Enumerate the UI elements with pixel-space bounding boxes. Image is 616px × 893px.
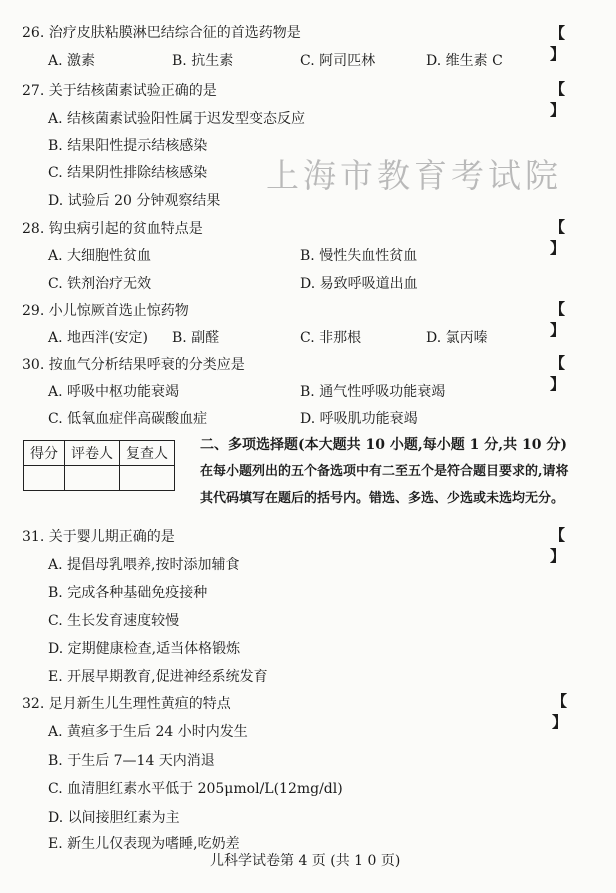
option-27-b: B. 结果阳性提示结核感染 [48, 138, 208, 154]
option-27-a: A. 结核菌素试验阳性属于迟发型变态反应 [48, 111, 306, 127]
option-32-c: C. 血清胆红素水平低于 205μmol/L(12mg/dl) [48, 781, 343, 797]
question-30-stem: 30. 按血气分析结果呼衰的分类应是 [22, 357, 245, 373]
score-cell-score[interactable] [24, 466, 65, 491]
option-29-c: C. 非那根 [300, 330, 362, 346]
option-31-b: B. 完成各种基础免疫接种 [48, 585, 208, 601]
score-header-grader: 评卷人 [65, 441, 120, 466]
watermark: 上海市教育考试院 [266, 156, 562, 195]
option-28-b: B. 慢性失血性贫血 [300, 248, 418, 264]
option-26-d: D. 维生素 C [426, 53, 503, 69]
option-32-e: E. 新生儿仅表现为嗜睡,吃奶差 [48, 836, 240, 852]
question-28-stem: 28. 钩虫病引起的贫血特点是 [22, 221, 203, 237]
option-30-d: D. 呼吸肌功能衰竭 [300, 411, 418, 427]
answer-bracket-26[interactable]: 【 】 [550, 24, 580, 63]
question-31-stem: 31. 关于婴儿期正确的是 [22, 529, 175, 545]
option-31-a: A. 提倡母乳喂养,按时添加辅食 [48, 557, 240, 573]
answer-bracket-31[interactable]: 【 】 [550, 526, 580, 565]
answer-bracket-32[interactable]: 【 】 [552, 692, 582, 731]
score-cell-reviewer[interactable] [120, 466, 175, 491]
option-29-d: D. 氯丙嗪 [426, 330, 488, 346]
question-27-stem: 27. 关于结核菌素试验正确的是 [22, 83, 217, 99]
option-32-d: D. 以间接胆红素为主 [48, 810, 180, 826]
answer-bracket-29[interactable]: 【 】 [550, 300, 580, 339]
section-2-instruction-2: 其代码填写在题后的括号内。错选、多选、少选或未选均无分。 [200, 491, 565, 506]
score-header-score: 得分 [24, 441, 65, 466]
option-29-a: A. 地西泮(安定) [48, 330, 148, 346]
option-32-a: A. 黄疸多于生后 24 小时内发生 [48, 724, 248, 740]
option-28-c: C. 铁剂治疗无效 [48, 276, 152, 292]
option-27-c: C. 结果阴性排除结核感染 [48, 165, 208, 181]
answer-bracket-30[interactable]: 【 】 [550, 354, 580, 393]
answer-bracket-27[interactable]: 【 】 [550, 80, 580, 119]
option-26-a: A. 激素 [48, 53, 96, 69]
question-29-stem: 29. 小儿惊厥首选止惊药物 [22, 303, 189, 319]
option-31-e: E. 开展早期教育,促进神经系统发育 [48, 669, 268, 685]
question-32-stem: 32. 足月新生儿生理性黄疸的特点 [22, 696, 231, 712]
question-26-stem: 26. 治疗皮肤粘膜淋巴结综合征的首选药物是 [22, 25, 301, 41]
option-30-a: A. 呼吸中枢功能衰竭 [48, 384, 180, 400]
option-30-b: B. 通气性呼吸功能衰竭 [300, 384, 446, 400]
option-26-b: B. 抗生素 [172, 53, 234, 69]
option-28-a: A. 大细胞性贫血 [48, 248, 152, 264]
option-27-d: D. 试验后 20 分钟观察结果 [48, 193, 221, 209]
option-28-d: D. 易致呼吸道出血 [300, 276, 418, 292]
answer-bracket-28[interactable]: 【 】 [550, 218, 580, 257]
option-30-c: C. 低氧血症伴高碳酸血症 [48, 411, 208, 427]
page-footer: 儿科学试卷第 4 页 (共 1 0 页) [210, 853, 401, 869]
section-2-instruction-1: 在每小题列出的五个备选项中有二至五个是符合题目要求的,请将 [200, 464, 569, 479]
option-31-d: D. 定期健康检查,适当体格锻炼 [48, 641, 241, 657]
option-31-c: C. 生长发育速度较慢 [48, 613, 180, 629]
score-cell-grader[interactable] [65, 466, 120, 491]
option-29-b: B. 副醛 [172, 330, 220, 346]
section-2-title: 二、多项选择题(本大题共 10 小题,每小题 1 分,共 10 分) [200, 437, 567, 453]
option-26-c: C. 阿司匹林 [300, 53, 376, 69]
score-table [23, 440, 175, 491]
score-header-reviewer: 复查人 [120, 441, 175, 466]
option-32-b: B. 于生后 7—14 天内消退 [48, 753, 215, 769]
